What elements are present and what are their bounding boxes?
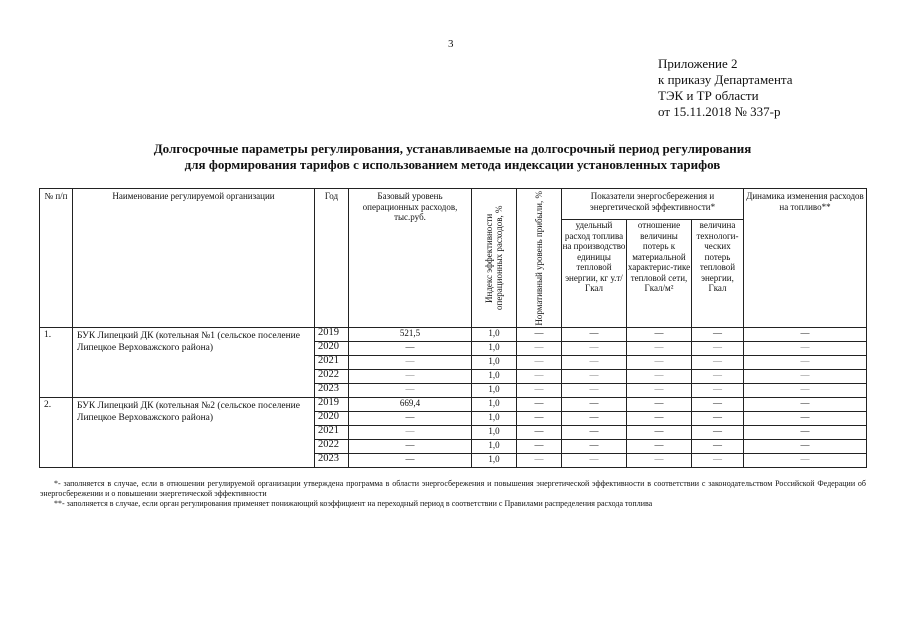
footnote-1: *- заполняется в случае, если в отношении регулируемой организации утверждена программа в области энергосбережения и повышения энергетической эффективности в соответствии с законодательством Российской Федерации об энергосбережении и о повышении энергетической эффективности xyxy=(40,479,866,498)
base-cell: — xyxy=(349,440,472,454)
header-num: № п/п xyxy=(40,189,73,328)
index-cell: 1,0 xyxy=(472,440,517,454)
table-row xyxy=(40,328,867,342)
tech-loss-cell: — xyxy=(692,356,744,370)
fuel-cell: — xyxy=(562,454,627,468)
org-name: БУК Липецкий ДК (котельная №2 (сельское поселение Липецкое Верховажского района) xyxy=(73,398,315,468)
tech-loss-cell: — xyxy=(692,342,744,356)
loss-ratio-cell: — xyxy=(627,440,692,454)
appendix-header xyxy=(658,56,793,120)
appendix-line-3: ТЭК и ТР области xyxy=(658,88,759,103)
header-organization: Наименование регулируемой организации xyxy=(73,189,315,328)
base-cell: — xyxy=(349,370,472,384)
org-number: 1. xyxy=(40,328,73,398)
loss-ratio-cell: — xyxy=(627,370,692,384)
profit-cell: — xyxy=(517,370,562,384)
fuel-cell: — xyxy=(562,398,627,412)
tech-loss-cell: — xyxy=(692,454,744,468)
year-cell: 2021 xyxy=(315,356,349,370)
tech-loss-cell: — xyxy=(692,398,744,412)
footnote-2: **- заполняется в случае, если орган регулирования применяет понижающий коэффициент на переходный период в соответствии с Правилами распределения расхода топлива xyxy=(54,499,653,508)
profit-cell: — xyxy=(517,412,562,426)
index-cell: 1,0 xyxy=(472,370,517,384)
appendix-line-4: от 15.11.2018 № 337-р xyxy=(658,104,781,119)
fuel-cell: — xyxy=(562,384,627,398)
year-cell: 2020 xyxy=(315,412,349,426)
dynamics-cell: — xyxy=(744,412,867,426)
year-cell: 2019 xyxy=(315,398,349,412)
appendix-line-1: Приложение 2 xyxy=(658,56,738,71)
header-energy-group: Показатели энергосбережения и энергетической эффективности* xyxy=(562,189,744,220)
loss-ratio-cell: — xyxy=(627,426,692,440)
index-cell: 1,0 xyxy=(472,426,517,440)
loss-ratio-cell: — xyxy=(627,384,692,398)
footnotes xyxy=(40,479,866,509)
index-cell: 1,0 xyxy=(472,412,517,426)
tech-loss-cell: — xyxy=(692,412,744,426)
dynamics-cell: — xyxy=(744,454,867,468)
header-fuel-dynamics: Динамика изменения расходов на топливо** xyxy=(744,189,867,328)
loss-ratio-cell: — xyxy=(627,454,692,468)
year-cell: 2021 xyxy=(315,426,349,440)
header-fuel-consumption: удельный расход топлива на производство единицы тепловой энергии, кг у.т/Гкал xyxy=(562,220,627,328)
org-number: 2. xyxy=(40,398,73,468)
appendix-line-2: к приказу Департамента xyxy=(658,72,793,87)
header-base-level: Базовый уровень операционных расходов, тыс.руб. xyxy=(349,189,472,328)
base-cell: — xyxy=(349,426,472,440)
dynamics-cell: — xyxy=(744,426,867,440)
dynamics-cell: — xyxy=(744,356,867,370)
parameters-table xyxy=(39,188,867,468)
title-line-2: для формирования тарифов с использованием метода индексации установленных тарифов xyxy=(184,157,721,172)
base-cell: — xyxy=(349,356,472,370)
base-cell: — xyxy=(349,412,472,426)
header-profit-level xyxy=(517,189,562,328)
header-loss-ratio: отношение величины потерь к материальной характерис-тике тепловой сети, Гкал/м² xyxy=(627,220,692,328)
tech-loss-cell: — xyxy=(692,384,744,398)
tech-loss-cell: — xyxy=(692,426,744,440)
fuel-cell: — xyxy=(562,412,627,426)
page-number: 3 xyxy=(448,38,454,50)
header-efficiency-index-text: Индекс эффективности операционных расходов, % xyxy=(484,205,504,311)
fuel-cell: — xyxy=(562,342,627,356)
loss-ratio-cell: — xyxy=(627,412,692,426)
year-cell: 2019 xyxy=(315,328,349,342)
base-cell: — xyxy=(349,384,472,398)
year-cell: 2020 xyxy=(315,342,349,356)
header-profit-level-text: Нормативный уровень прибыли, % xyxy=(534,190,544,326)
base-cell: — xyxy=(349,454,472,468)
index-cell: 1,0 xyxy=(472,384,517,398)
index-cell: 1,0 xyxy=(472,328,517,342)
fuel-cell: — xyxy=(562,440,627,454)
index-cell: 1,0 xyxy=(472,356,517,370)
loss-ratio-cell: — xyxy=(627,342,692,356)
profit-cell: — xyxy=(517,440,562,454)
base-cell: 521,5 xyxy=(349,328,472,342)
title-line-1: Долгосрочные параметры регулирования, устанавливаемые на долгосрочный период регулирования xyxy=(153,141,752,156)
year-cell: 2023 xyxy=(315,384,349,398)
fuel-cell: — xyxy=(562,370,627,384)
profit-cell: — xyxy=(517,328,562,342)
profit-cell: — xyxy=(517,398,562,412)
dynamics-cell: — xyxy=(744,370,867,384)
profit-cell: — xyxy=(517,342,562,356)
base-cell: — xyxy=(349,342,472,356)
tech-loss-cell: — xyxy=(692,328,744,342)
year-cell: 2023 xyxy=(315,454,349,468)
base-cell: 669,4 xyxy=(349,398,472,412)
dynamics-cell: — xyxy=(744,398,867,412)
index-cell: 1,0 xyxy=(472,454,517,468)
profit-cell: — xyxy=(517,356,562,370)
dynamics-cell: — xyxy=(744,342,867,356)
dynamics-cell: — xyxy=(744,328,867,342)
loss-ratio-cell: — xyxy=(627,398,692,412)
profit-cell: — xyxy=(517,384,562,398)
dynamics-cell: — xyxy=(744,384,867,398)
tech-loss-cell: — xyxy=(692,370,744,384)
year-cell: 2022 xyxy=(315,370,349,384)
tech-loss-cell: — xyxy=(692,440,744,454)
fuel-cell: — xyxy=(562,356,627,370)
document-title xyxy=(0,141,905,173)
dynamics-cell: — xyxy=(744,440,867,454)
index-cell: 1,0 xyxy=(472,398,517,412)
fuel-cell: — xyxy=(562,426,627,440)
profit-cell: — xyxy=(517,426,562,440)
profit-cell: — xyxy=(517,454,562,468)
loss-ratio-cell: — xyxy=(627,328,692,342)
org-name: БУК Липецкий ДК (котельная №1 (сельское поселение Липецкое Верховажского района) xyxy=(73,328,315,398)
fuel-cell: — xyxy=(562,328,627,342)
header-year: Год xyxy=(315,189,349,328)
header-tech-losses: величина технологи-ческих потерь тепловой энергии, Гкал xyxy=(692,220,744,328)
header-efficiency-index xyxy=(472,189,517,328)
table-row xyxy=(40,398,867,412)
index-cell: 1,0 xyxy=(472,342,517,356)
year-cell: 2022 xyxy=(315,440,349,454)
loss-ratio-cell: — xyxy=(627,356,692,370)
